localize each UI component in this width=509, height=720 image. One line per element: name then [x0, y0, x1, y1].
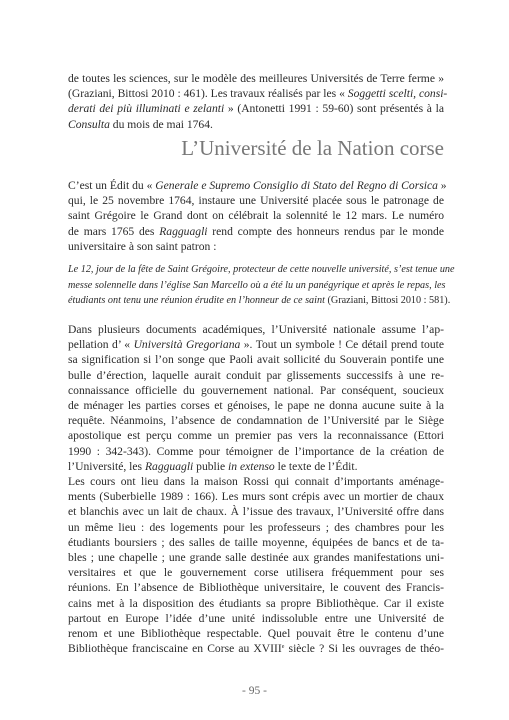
text-line: [68, 580, 444, 595]
text-run: qui, le 25 novembre 1764, instaure une Université placée sous le patronage de: [68, 194, 444, 208]
text-run: connaissance officielle du gouvernement national. Par conséquent, soucieux: [68, 383, 444, 397]
text-line: [68, 565, 444, 580]
text-line: [68, 398, 444, 413]
paragraph-gregoriana: [68, 322, 444, 474]
text-run: 1990 : 342-343). Comme pour témoigner de l’importance de la création de: [68, 444, 444, 458]
text-line: [68, 262, 455, 278]
text-line: [68, 474, 444, 489]
text-run: messe solennelle dans l’église San Marcello où a été lu un panégyrique et après le repas, les: [68, 279, 446, 291]
text-run: C’est un Édit du «: [68, 179, 156, 192]
text-run: Le 12, jour de la fête de Saint Grégoire, protecteur de cette nouvelle université, s’est tenue une: [68, 264, 455, 275]
text-line: [68, 322, 444, 337]
text-line: [68, 383, 444, 398]
text-line: [68, 293, 451, 309]
text-line: [68, 428, 444, 443]
text-run: (Graziani, Bittosi 2010 : 461). Les travaux réalisés par les «: [68, 87, 348, 101]
text-run: de mars 1765 des: [68, 224, 160, 238]
text-run: requête. Néanmoins, l’absence de condamnation de l’Université par le Siège: [68, 414, 444, 428]
text-line: [68, 459, 444, 474]
text-run: bles ; une chapelle ; une grande salle destinée aux grandes manifestations uni-: [68, 551, 444, 565]
text-line: [68, 489, 444, 504]
text-run: renom et une Bibliothèque respectable. Quel pouvait être le contenu d’une: [68, 627, 444, 641]
text-run: rend compte des honneurs rendus par le monde: [207, 224, 444, 238]
text-run: pellation d’ «: [68, 338, 134, 352]
text-line: [68, 596, 444, 611]
text-line: [68, 550, 444, 565]
paragraph-edict: [68, 178, 447, 254]
text-run: partout en Europe l’idée d’une unité indissoluble entre une Université de: [68, 611, 444, 625]
citation-run: (Graziani, Bittosi 2010 : 581).: [324, 295, 451, 307]
text-run: »: [437, 179, 447, 192]
text-run: versitaires et que le gouvernement corse utilisera fréquemment pour ses: [68, 566, 444, 580]
paragraph-maison-rossi: [68, 474, 444, 656]
section-heading: L’Université de la Nation corse: [181, 136, 444, 160]
italic-run: derati dei più illuminati e zelanti: [68, 102, 225, 116]
text-run: Bibliothèque franciscaine en Corse au XVIII: [68, 642, 282, 656]
text-line: [68, 413, 444, 428]
text-line: [68, 101, 444, 116]
text-run: apostolique est perçu comme un premier pas vers la reconnaissance (Ettori: [68, 429, 444, 443]
text-line: [68, 337, 444, 352]
text-run: de ménager les parties corses et génoises, le pape ne donna aucune suite à la: [68, 399, 444, 413]
text-run: siècle ? Si les ouvrages de théo-: [284, 642, 444, 656]
text-run: et blanchis avec un lait de chaux. À l’issue des travaux, l’Université offre dans: [68, 505, 444, 519]
text-line: [68, 520, 444, 535]
text-run: ». Tout un symbole ! Ce détail prend toute: [240, 338, 444, 352]
text-run: le texte de l’Édit.: [274, 459, 358, 473]
text-line: [68, 278, 444, 294]
text-line: [68, 444, 444, 459]
text-run: du mois de mai 1764.: [109, 117, 213, 131]
text-line: [68, 86, 448, 101]
text-line: [68, 641, 444, 656]
text-run: » (Antonetti 1991 : 59-60) sont présentés à la: [224, 102, 444, 116]
text-run: Les cours ont lieu dans la maison Rossi qui connait d’importants aménage-: [68, 475, 444, 488]
text-line: [68, 504, 444, 519]
text-line: [68, 535, 444, 550]
italic-run: Ragguagli: [144, 459, 194, 473]
text-run: sa signification si l’on songe que Paoli avait sollicité du Souverain pontife une: [68, 353, 444, 367]
text-line: [68, 193, 444, 208]
text-line: [68, 626, 444, 641]
text-run: Dans plusieurs documents académiques, l’Université nationale assume l’ap-: [68, 323, 444, 336]
text-run: bulle d’érection, laquelle aurait conduit par glissements successifs à une re-: [68, 368, 444, 382]
text-line: [68, 239, 444, 254]
italic-run: Consulta: [68, 117, 110, 131]
text-run: publie: [193, 459, 229, 473]
text-run: étudiants ont tenu une réunion érudite en l’honneur de ce saint: [68, 295, 325, 307]
italic-run: Generale e Supremo Consiglio di Stato del Regno di Corsica: [155, 179, 438, 192]
text-run: étudiants boursiers ; des salles de taille moyenne, équipées de bancs et de ta-: [68, 535, 444, 549]
page-number: - 95 -: [242, 685, 267, 697]
text-run: universitaire à son saint patron :: [68, 239, 217, 253]
text-line: [68, 71, 444, 86]
italic-run: Soggetti scelti, consi-: [347, 87, 448, 101]
text-line: [68, 178, 447, 193]
text-line: [68, 117, 444, 132]
text-run: un même lieu : des logements pour les professeurs ; des chambres pour les: [68, 520, 444, 534]
text-run: cains met à la disposition des étudiants sa propre Bibliothèque. Car il existe: [68, 596, 444, 610]
text-line: [68, 208, 444, 223]
text-line: [68, 611, 444, 626]
block-quote: [68, 262, 455, 309]
intro-paragraph: [68, 71, 448, 132]
text-line: [68, 224, 444, 239]
text-run: réunions. En l’absence de Bibliothèque universitaire, le couvent des Francis-: [68, 581, 444, 595]
text-run: saint Grégoire le Grand dont on célébrait la solennité le 12 mars. Le numéro: [68, 209, 444, 223]
italic-run: in extenso: [228, 459, 275, 473]
italic-run: Ragguagli: [159, 224, 208, 238]
text-run: ments (Suberbielle 1989 : 166). Les murs sont crépis avec un mortier de chaux: [68, 490, 444, 504]
text-line: [68, 352, 444, 367]
text-run: de toutes les sciences, sur le modèle des meilleures Universités de Terre ferme »: [68, 72, 444, 85]
text-run: l’Université, les: [68, 459, 145, 473]
text-line: [68, 368, 444, 383]
italic-run: Università Gregoriana: [133, 338, 241, 352]
superscript: e: [281, 644, 285, 651]
